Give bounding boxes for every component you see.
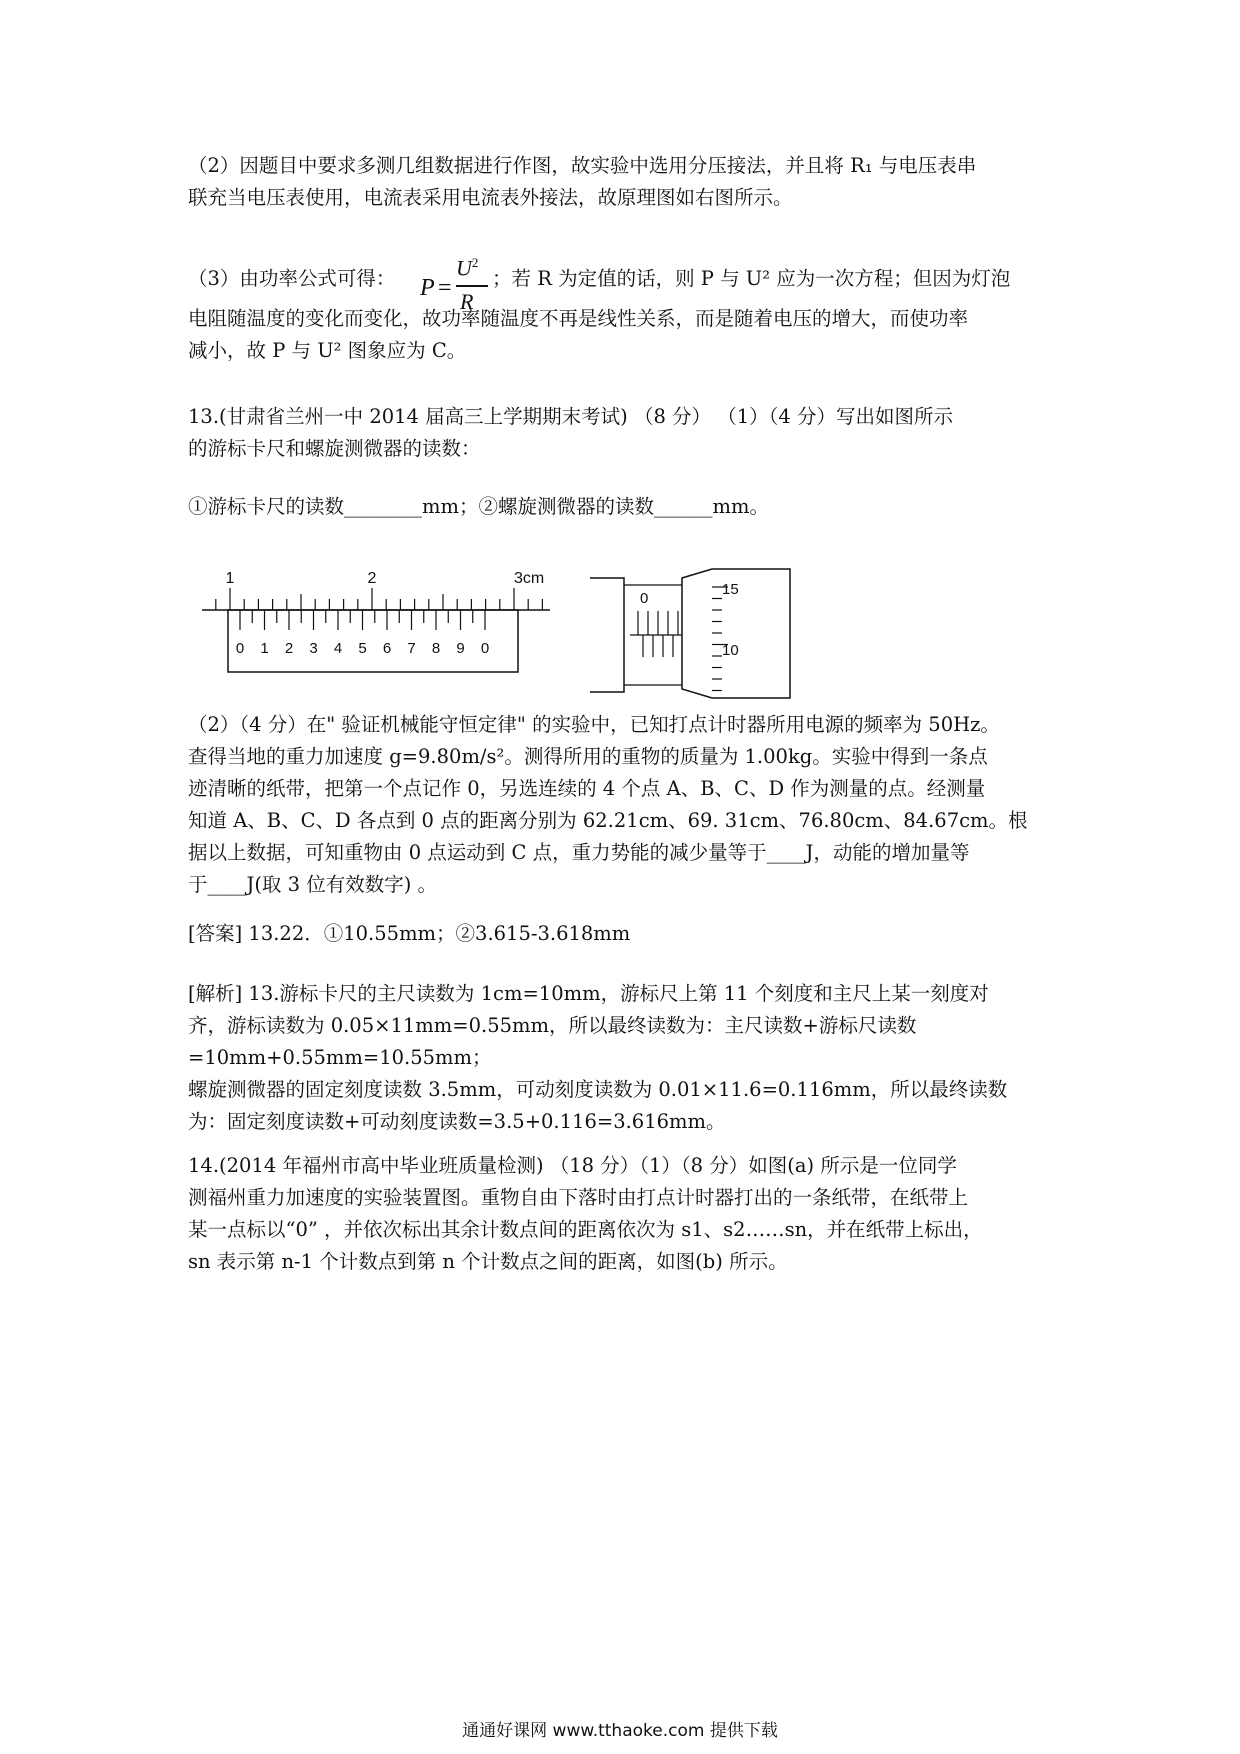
q13-part2-line: 查得当地的重力加速度 g=9.80m/s²。测得所用的重物的质量为 1.00kg。实验中得到一条点 [188,745,988,768]
sleeve-label: 0 [640,590,649,607]
part3-paragraph [188,303,1068,367]
vernier-label: 8 [431,640,441,657]
caliper-main-label: 1 [225,570,235,587]
q14-paragraph [188,1150,1068,1278]
part3-suffix: ；若 R 为定值的话，则 P 与 U² 应为一次方程；但因为灯泡 [492,267,1011,290]
q13-part2-line: 迹清晰的纸带，把第一个点记作 0，另选连续的 4 个点 A、B、C、D 作为测量的点。经测量 [188,777,986,800]
thimble-label: 10 [722,642,739,659]
formula-denominator: R [460,289,474,314]
fraction-bar [456,285,488,287]
q13-blank-line: ①游标卡尺的读数________mm；②螺旋测微器的读数______mm。 [188,495,769,518]
formula-numerator: $U^2$ [456,255,479,281]
part2-line: 联充当电压表使用，电流表采用电流表外接法，故原理图如右图所示。 [188,186,793,209]
q13-part2-line: 知道 A、B、C、D 各点到 0 点的距离分别为 62.21cm、69. 31cm、76.80cm、84.67cm。根 [188,809,1028,832]
analysis-line: =10mm+0.55mm=10.55mm； [188,1046,492,1069]
part3-line: 电阻随温度的变化而变化，故功率随温度不再是线性关系，而是随着电压的增大，而使功率 [188,307,969,330]
formula-lhs: P [420,275,435,301]
analysis-line: 螺旋测微器的固定刻度读数 3.5mm，可动刻度读数为 0.01×11.6=0.116mm，所以最终读数 [188,1078,1008,1101]
caliper-main-label: 2 [367,570,377,587]
q14-line: sn 表示第 n-1 个计数点到第 n 个计数点之间的距离，如图(b) 所示。 [188,1250,788,1273]
vernier-label: 5 [358,640,367,657]
q13-line: 13.(甘肃省兰州一中 2014 届高三上学期期末考试) （8 分） （1）（4 分）写出如图所示 [188,405,954,428]
vernier-slider [228,610,518,672]
q13-part2-paragraph [188,709,1068,901]
vernier-label: 3 [309,640,318,657]
q14-line: 某一点标以“0” ，并依次标出其余计数点间的距离依次为 s1、s2……sn，并在纸带上标出， [188,1218,983,1241]
vernier-label: 6 [382,640,392,657]
vernier-label: 7 [407,640,416,657]
vernier-label: 9 [456,640,465,657]
formula-equals: = [438,275,452,301]
micrometer-figure [590,565,795,700]
q13-part2-line: 据以上数据，可知重物由 0 点运动到 C 点，重力势能的减少量等于____J，动能的增加量等 [188,841,970,864]
part3-prefix: （3）由功率公式可得： [188,267,396,290]
part2-line: （2）因题目中要求多测几组数据进行作图，故实验中选用分压接法，并且将 R₁ 与电压表串 [188,154,977,177]
thimble-label: 15 [722,581,739,598]
part2-paragraph [188,150,1068,214]
footer-text: 通通好课网 www.tthaoke.com 提供下载 [462,1721,778,1741]
caliper-main-scale [202,588,550,610]
vernier-label: 2 [284,640,294,657]
analysis-line: 为：固定刻度读数+可动刻度读数=3.5+0.116=3.616mm。 [188,1110,726,1133]
vernier-caliper-figure [200,565,570,677]
q13-part2-line: （2）（4 分）在" 验证机械能守恒定律" 的实验中，已知打点计时器所用电源的频率为 50Hz。 [188,713,1000,736]
analysis-paragraph [188,978,1068,1138]
q14-line: 14.(2014 年福州市高中毕业班质量检测) （18 分）（1）（8 分）如图(a) 所示是一位同学 [188,1154,957,1177]
vernier-label: 1 [260,640,269,657]
vernier-label: 0 [480,640,490,657]
analysis-line: 齐，游标读数为 0.05×11mm=0.55mm，所以最终读数为：主尺读数+游标尺读数 [188,1014,917,1037]
part3-line: 减小，故 P 与 U² 图象应为 C。 [188,339,467,362]
q14-line: 测福州重力加速度的实验装置图。重物自由下落时由打点计时器打出的一条纸带，在纸带上 [188,1186,969,1209]
q13-part2-line: 于____J(取 3 位有效数字) 。 [188,873,438,896]
caliper-main-label: 3cm [514,570,545,587]
vernier-label: 4 [333,640,343,657]
q13-line: 的游标卡尺和螺旋测微器的读数： [188,437,481,460]
q13-paragraph [188,401,1068,465]
analysis-line: [解析] 13.游标卡尺的主尺读数为 1cm=10mm，游标尺上第 11 个刻度和主尺上某一刻度对 [188,982,989,1005]
answer-line: [答案] 13.22．①10.55mm；②3.615-3.618mm [188,922,631,945]
vernier-label: 0 [235,640,245,657]
micrometer-anvil [590,578,624,692]
